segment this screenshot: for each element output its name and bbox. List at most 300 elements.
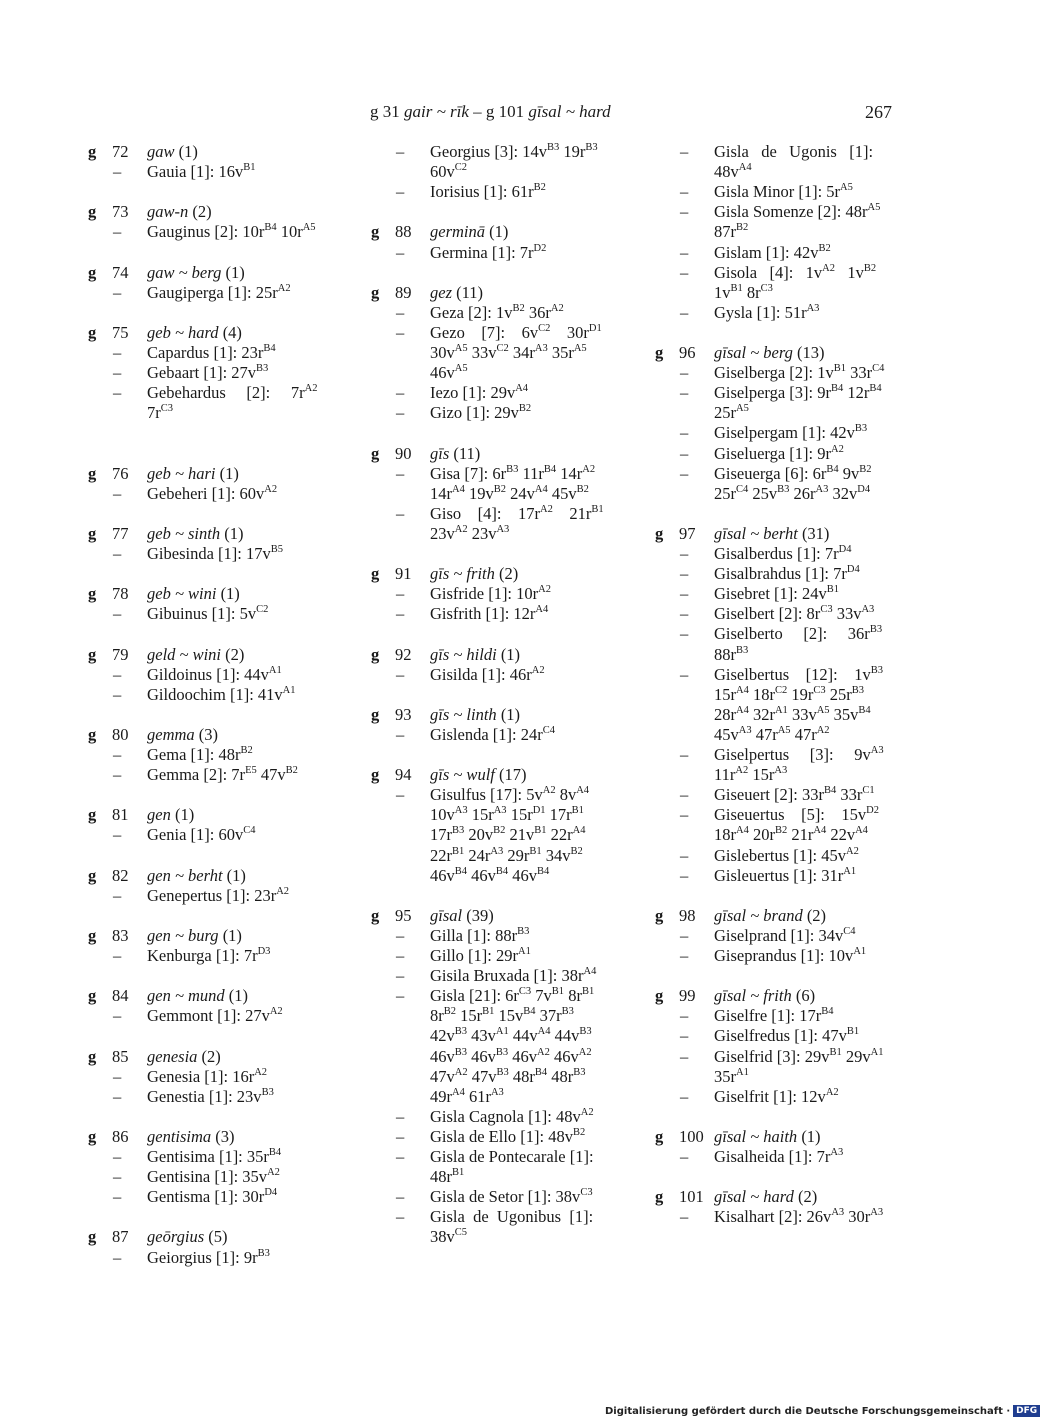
- headword-entry: [652, 524, 942, 544]
- form-entry: [652, 202, 942, 222]
- form-text: Gislam [1]: $42v^{B2}$: [714, 242, 831, 262]
- headword-text: [147, 725, 218, 745]
- headword-letter: g: [371, 222, 380, 242]
- entry-dash: –: [680, 1207, 689, 1227]
- headword-number: 79: [112, 644, 129, 664]
- headword-word: geb ~ wini: [147, 584, 217, 604]
- form-text: Gentisma [1]: $30r^{D4}$: [147, 1187, 278, 1207]
- headword-entry: [368, 645, 658, 665]
- headword-count: (3): [211, 1126, 235, 1146]
- entry-dash: –: [396, 142, 405, 161]
- entry-dash: –: [396, 302, 405, 322]
- continuation-text: $30v^{A5}$ $33v^{C2}$ $34r^{A3}$ $35r^{A5}$: [430, 343, 587, 362]
- headword-number: 99: [679, 986, 696, 1006]
- headword-word: genesia: [147, 1046, 198, 1066]
- form-text: Gebeheri [1]: $60v^{A2}$: [147, 483, 278, 503]
- headword-number: 77: [112, 523, 129, 543]
- form-text: Gisalberdus [1]: $7r^{D4}$: [714, 544, 852, 563]
- form-entry: [85, 1006, 375, 1026]
- headword-number: 84: [112, 986, 129, 1006]
- entry-dash: –: [113, 162, 122, 182]
- headword-text: [147, 1227, 228, 1247]
- headword-count: (1): [222, 865, 246, 885]
- headword-count: (1): [216, 584, 240, 604]
- headword-letter: g: [655, 905, 664, 925]
- headword-number: 93: [395, 704, 412, 724]
- form-entry: [368, 383, 658, 403]
- continuation-text: $35r^{A1}$: [714, 1066, 749, 1086]
- entry-dash: –: [680, 564, 689, 584]
- entry-dash: –: [396, 664, 405, 684]
- dfg-logo: DFG: [1013, 1405, 1040, 1417]
- form-text: Gentisima [1]: $35r^{B4}$: [147, 1147, 282, 1166]
- continuation-text: $60v^{C2}$: [430, 162, 468, 182]
- headword-word: gaw-n: [147, 202, 189, 222]
- headword-number: 72: [112, 142, 129, 161]
- form-entry: [652, 1006, 942, 1026]
- headword-number: 78: [112, 584, 129, 604]
- headword-word: gīsal: [430, 905, 463, 925]
- headword-number: 89: [395, 282, 412, 302]
- headword-count: (1): [174, 142, 198, 161]
- continuation-text: $7r^{C3}$: [147, 403, 174, 423]
- headword-entry: [368, 444, 658, 464]
- headword-letter: g: [88, 142, 97, 161]
- form-entry: [85, 222, 375, 242]
- form-entry: [652, 624, 942, 644]
- headword-count: (4): [218, 322, 242, 342]
- headword-text: [147, 1127, 235, 1147]
- continuation-text: $48v^{A4}$: [714, 162, 752, 182]
- headword-count: (13): [792, 343, 825, 362]
- form-continuation: [368, 1006, 658, 1026]
- form-text: Giselberga [2]: $1v^{B1}$ $33r^{C4}$: [714, 363, 885, 383]
- headword-text: [714, 343, 825, 363]
- headword-number: 73: [112, 202, 129, 222]
- headword-entry: [85, 866, 375, 886]
- form-text: Gema [1]: $48r^{B2}$: [147, 745, 253, 764]
- form-entry: [652, 805, 942, 825]
- headword-text: [714, 1127, 821, 1147]
- form-entry: [652, 363, 942, 383]
- headword-number: 94: [395, 765, 412, 785]
- form-text: Gislebertus [1]: $45v^{A2}$: [714, 845, 859, 865]
- form-text: Gizo [1]: $29v^{B2}$: [430, 403, 532, 423]
- form-entry: [368, 1147, 658, 1167]
- continuation-text: $1v^{B1}$ $8r^{C3}$: [714, 282, 773, 302]
- headword-count: (1): [218, 925, 242, 945]
- headword-entry: [85, 645, 375, 665]
- form-continuation: [368, 484, 658, 504]
- headword-entry: [85, 464, 375, 484]
- headword-number: 74: [112, 262, 129, 282]
- continuation-text: $25r^{A5}$: [714, 403, 749, 423]
- headword-text: [430, 906, 494, 926]
- form-text: Gisla de Ugonibus [1]:: [430, 1207, 594, 1227]
- entry-dash: –: [680, 745, 689, 764]
- form-text: Iorisius [1]: $61r^{B2}$: [430, 182, 546, 202]
- form-continuation: [368, 846, 658, 866]
- form-text: Gisa [7]: $6r^{B3}$ $11r^{B4}$ $14r^{A2}$: [430, 463, 596, 483]
- form-text: Gemma [2]: $7r^{E5}$ $47v^{B2}$: [147, 765, 298, 785]
- headword-entry: [652, 1127, 942, 1147]
- headword-entry: [85, 1127, 375, 1147]
- entry-dash: –: [680, 664, 689, 684]
- headword-text: [714, 524, 829, 544]
- continuation-text: $88r^{B3}$: [714, 644, 749, 664]
- headword-count: (2): [793, 1187, 818, 1207]
- headword-word: gez: [430, 282, 452, 302]
- form-entry: [652, 423, 942, 443]
- form-entry: [368, 403, 658, 423]
- continuation-text: $49r^{A4}$ $61r^{A3}$: [430, 1086, 504, 1106]
- form-continuation: [652, 162, 942, 182]
- running-title: [370, 102, 611, 122]
- form-entry: [85, 162, 375, 182]
- headword-entry: [85, 202, 375, 222]
- headword-count: (1): [215, 463, 239, 483]
- form-entry: [368, 504, 658, 524]
- form-text: Gisla Minor [1]: $5r^{A5}$: [714, 182, 853, 202]
- entry-dash: –: [396, 925, 405, 945]
- form-text: Giselperga [3]: $9r^{B4}$ $12r^{B4}$: [714, 383, 882, 403]
- headword-number: 75: [112, 322, 129, 342]
- headword-entry: [652, 986, 942, 1006]
- form-text: Gaugiperga [1]: $25r^{A2}$: [147, 282, 291, 302]
- headword-letter: g: [655, 986, 664, 1006]
- form-text: Giselberto [2]: $36r^{B3}$: [714, 624, 883, 644]
- headword-number: 90: [395, 443, 412, 463]
- headword-word: germinā: [430, 222, 485, 242]
- headword-entry: [85, 142, 375, 162]
- entry-dash: –: [113, 1006, 122, 1026]
- headword-number: 100: [679, 1126, 704, 1146]
- headword-count: (1): [170, 805, 195, 825]
- form-entry: [85, 1087, 375, 1107]
- headword-text: [430, 645, 520, 665]
- headword-letter: g: [655, 1187, 664, 1207]
- headword-text: [714, 906, 826, 926]
- headword-text: [430, 705, 520, 725]
- entry-dash: –: [680, 262, 689, 282]
- form-continuation: [368, 1087, 658, 1107]
- entry-dash: –: [113, 383, 122, 403]
- form-continuation: [368, 1227, 658, 1247]
- headword-word: geb ~ hard: [147, 322, 219, 342]
- headword-word: gīsal ~ brand: [714, 905, 803, 925]
- form-continuation: [652, 725, 942, 745]
- entry-dash: –: [396, 1147, 405, 1166]
- form-entry: [85, 283, 375, 303]
- headword-text: [147, 866, 246, 886]
- entry-dash: –: [113, 1187, 122, 1207]
- form-entry: [652, 745, 942, 765]
- form-continuation: [368, 1026, 658, 1046]
- entry-dash: –: [680, 1046, 689, 1066]
- headword-entry: [85, 584, 375, 604]
- form-entry: [85, 745, 375, 765]
- headword-letter: g: [371, 564, 380, 584]
- headword-number: 83: [112, 925, 129, 945]
- form-entry: [652, 243, 942, 263]
- entry-dash: –: [113, 544, 122, 563]
- form-entry: [85, 544, 375, 564]
- headword-entry: [85, 1047, 375, 1067]
- form-entry: [652, 142, 942, 162]
- headword-entry: [85, 926, 375, 946]
- headword-entry: [85, 725, 375, 745]
- form-text: Gisla de Pontecarale [1]:: [430, 1147, 594, 1166]
- headword-count: (1): [221, 262, 245, 282]
- form-text: Giseuert [2]: $33r^{B4}$ $33r^{C1}$: [714, 785, 875, 805]
- form-text: Gisleuertus [1]: $31r^{A1}$: [714, 865, 857, 885]
- entry-dash: –: [113, 664, 122, 684]
- entry-dash: –: [680, 946, 689, 965]
- form-entry: [368, 142, 658, 162]
- continuation-text: $22r^{B1}$ $24r^{A3}$ $29r^{B1}$ $34v^{B2}$: [430, 845, 583, 865]
- headword-word: gen ~ mund: [147, 986, 225, 1006]
- form-entry: [85, 685, 375, 705]
- headword-text: [147, 986, 248, 1006]
- entry-dash: –: [113, 1086, 122, 1106]
- form-entry: [652, 584, 942, 604]
- entry-dash: –: [396, 403, 405, 423]
- continuation-text: $8r^{B2}$ $15r^{B1}$ $15v^{B4}$ $37r^{B3}$: [430, 1006, 574, 1026]
- headword-entry: [368, 283, 658, 303]
- headword-letter: g: [371, 644, 380, 664]
- form-entry: [85, 1067, 375, 1087]
- headword-count: (1): [485, 222, 509, 242]
- form-entry: [368, 1187, 658, 1207]
- entry-dash: –: [396, 986, 405, 1006]
- headword-letter: g: [88, 262, 97, 282]
- entry-dash: –: [680, 785, 689, 805]
- continuation-text: $46v^{B3}$ $46v^{B3}$ $46v^{A2}$ $46v^{A2}$: [430, 1046, 592, 1066]
- continuation-text: $28r^{A4}$ $32r^{A1}$ $33v^{A5}$ $35v^{B4}$: [714, 704, 871, 724]
- form-continuation: [368, 805, 658, 825]
- headword-text: [147, 645, 244, 665]
- headword-word: gentisima: [147, 1126, 212, 1146]
- form-entry: [368, 926, 658, 946]
- form-text: Geiorgius [1]: $9r^{B3}$: [147, 1247, 270, 1267]
- form-entry: [652, 564, 942, 584]
- form-entry: [85, 886, 375, 906]
- form-entry: [85, 825, 375, 845]
- headword-count: (1): [797, 1126, 821, 1146]
- form-entry: [652, 1207, 942, 1227]
- form-entry: [85, 665, 375, 685]
- form-text: Gentisina [1]: $35v^{A2}$: [147, 1167, 280, 1187]
- form-continuation: [368, 363, 658, 383]
- headword-count: (2): [221, 644, 245, 664]
- headword-letter: g: [88, 724, 97, 744]
- headword-letter: g: [655, 523, 664, 543]
- form-text: Gibesinda [1]: $17v^{B5}$: [147, 544, 283, 563]
- headword-number: 91: [395, 564, 412, 584]
- headword-word: gemma: [147, 724, 195, 744]
- entry-dash: –: [113, 745, 122, 764]
- headword-text: [147, 202, 212, 222]
- headword-number: 92: [395, 644, 412, 664]
- headword-letter: g: [371, 282, 380, 302]
- form-continuation: [652, 705, 942, 725]
- entry-dash: –: [113, 946, 122, 965]
- headword-text: [430, 222, 508, 242]
- headword-count: (1): [220, 523, 244, 543]
- entry-dash: –: [396, 1207, 405, 1227]
- form-text: Gisulfus [17]: $5v^{A2}$ $8v^{A4}$: [430, 785, 590, 805]
- running-header: [370, 100, 900, 130]
- form-text: Gillo [1]: $29r^{A1}$: [430, 946, 531, 965]
- header-right-code: g 101: [485, 102, 525, 121]
- form-continuation: [652, 765, 942, 785]
- form-text: Iezo [1]: $29v^{A4}$: [430, 383, 529, 403]
- form-text: Gildoinus [1]: $44v^{A1}$: [147, 664, 282, 684]
- headword-number: 85: [112, 1046, 129, 1066]
- form-text: Giselbert [2]: $8r^{C3}$ $33v^{A3}$: [714, 604, 875, 624]
- form-entry: [652, 263, 942, 283]
- form-text: Genepertus [1]: $23r^{A2}$: [147, 885, 290, 905]
- headword-word: gen: [147, 805, 171, 825]
- headword-letter: g: [88, 322, 97, 342]
- form-text: Giselfrit [1]: $12v^{A2}$: [714, 1086, 839, 1106]
- entry-dash: –: [680, 202, 689, 222]
- form-entry: [652, 444, 942, 464]
- headword-letter: g: [88, 584, 97, 604]
- headword-letter: g: [88, 805, 97, 825]
- headword-word: gīs ~ frith: [430, 564, 495, 584]
- headword-text: [430, 444, 480, 464]
- headword-word: gaw: [147, 142, 175, 161]
- form-text: Genestia [1]: $23v^{B3}$: [147, 1086, 274, 1106]
- form-continuation: [652, 403, 942, 423]
- form-text: Gebaart [1]: $27v^{B3}$: [147, 363, 269, 383]
- entry-dash: –: [113, 1247, 122, 1267]
- form-text: Giseuertus [5]: $15v^{D2}$: [714, 805, 879, 825]
- continuation-text: $15r^{A4}$ $18r^{C2}$ $19r^{C3}$ $25r^{B3}$: [714, 684, 865, 704]
- form-text: Kenburga [1]: $7r^{D3}$: [147, 946, 271, 965]
- form-text: Giselfre [1]: $17r^{B4}$: [714, 1006, 834, 1026]
- headword-entry: [652, 906, 942, 926]
- form-entry: [368, 182, 658, 202]
- form-text: Gibuinus [1]: $5v^{C2}$: [147, 604, 269, 624]
- entry-dash: –: [113, 765, 122, 785]
- entry-dash: –: [680, 302, 689, 322]
- headword-word: gen ~ burg: [147, 925, 219, 945]
- headword-word: geb ~ hari: [147, 463, 216, 483]
- entry-dash: –: [396, 966, 405, 986]
- form-entry: [368, 243, 658, 263]
- headword-number: 95: [395, 905, 412, 925]
- headword-word: gen ~ berht: [147, 865, 223, 885]
- entry-dash: –: [113, 282, 122, 302]
- entry-dash: –: [680, 1006, 689, 1026]
- headword-count: (2): [197, 1046, 221, 1066]
- form-text: Gisfride [1]: $10r^{A2}$: [430, 584, 551, 604]
- headword-count: (5): [204, 1227, 228, 1247]
- form-text: Georgius [3]: $14v^{B3}$ $19r^{B3}$: [430, 142, 598, 161]
- entry-dash: –: [396, 604, 405, 624]
- headword-number: 82: [112, 865, 129, 885]
- continuation-text: $45v^{A3}$ $47r^{A5}$ $47r^{A2}$: [714, 724, 830, 744]
- form-entry: [652, 866, 942, 886]
- headword-entry: [368, 564, 658, 584]
- form-entry: [85, 604, 375, 624]
- form-entry: [652, 926, 942, 946]
- entry-dash: –: [396, 1106, 405, 1126]
- form-entry: [85, 363, 375, 383]
- header-left-code: g 31: [370, 102, 400, 121]
- headword-word: geōrgius: [147, 1227, 205, 1247]
- page-number: 267: [865, 102, 892, 122]
- headword-count: (1): [496, 704, 521, 724]
- headword-word: gīs ~ hildi: [430, 644, 497, 664]
- headword-word: gīs: [430, 443, 450, 463]
- headword-word: gīs ~ linth: [430, 704, 497, 724]
- entry-dash: –: [680, 624, 689, 644]
- entry-dash: –: [680, 383, 689, 403]
- entry-dash: –: [680, 242, 689, 262]
- form-entry: [652, 846, 942, 866]
- form-entry: [85, 1147, 375, 1167]
- header-right-word: gīsal ~ hard: [528, 102, 611, 121]
- form-entry: [652, 544, 942, 564]
- headword-text: [430, 283, 483, 303]
- form-text: Genia [1]: $60v^{C4}$: [147, 825, 256, 845]
- form-text: Giselprand [1]: $34v^{C4}$: [714, 925, 856, 945]
- form-text: Gisilda [1]: $46r^{A2}$: [430, 664, 545, 684]
- entry-dash: –: [396, 503, 405, 523]
- headword-word: geld ~ wini: [147, 644, 222, 664]
- continuation-text: $87r^{B2}$: [714, 222, 749, 242]
- headword-count: (2): [802, 905, 827, 925]
- continuation-text: $48r^{B1}$: [430, 1167, 465, 1187]
- headword-text: [147, 263, 245, 283]
- entry-dash: –: [680, 604, 689, 624]
- entry-dash: –: [680, 925, 689, 945]
- form-entry: [368, 464, 658, 484]
- form-entry: [368, 584, 658, 604]
- form-text: Germina [1]: $7r^{D2}$: [430, 242, 547, 262]
- headword-number: 81: [112, 805, 129, 825]
- form-text: Gisila Bruxada [1]: $38r^{A4}$: [430, 966, 597, 986]
- entry-dash: –: [396, 242, 405, 262]
- form-entry: [652, 785, 942, 805]
- entry-dash: –: [396, 182, 405, 202]
- headword-letter: g: [88, 1227, 97, 1247]
- form-text: Giseuerga [6]: $6r^{B4}$ $9v^{B2}$: [714, 463, 872, 483]
- entry-dash: –: [680, 463, 689, 483]
- headword-count: (39): [462, 905, 494, 925]
- form-text: Giselfrid [3]: $29v^{B1}$ $29v^{A1}$: [714, 1046, 884, 1066]
- form-entry: [652, 1087, 942, 1107]
- entry-dash: –: [396, 785, 405, 805]
- form-text: Gisla de Ello [1]: $48v^{B2}$: [430, 1126, 586, 1146]
- form-entry: [85, 765, 375, 785]
- headword-word: gīsal ~ berg: [714, 343, 793, 362]
- form-continuation: [652, 1067, 942, 1087]
- form-continuation: [368, 1047, 658, 1067]
- form-entry: [652, 604, 942, 624]
- form-continuation: [652, 645, 942, 665]
- form-text: Gebehardus [2]: $7r^{A2}$: [147, 383, 318, 403]
- headword-count: (1): [496, 644, 521, 664]
- entry-dash: –: [680, 1026, 689, 1046]
- entry-dash: –: [680, 443, 689, 463]
- continuation-text: $14r^{A4}$ $19v^{B2}$ $24v^{A4}$ $45v^{B2}$: [430, 483, 589, 503]
- form-text: Giselpergam [1]: $42v^{B3}$: [714, 423, 868, 443]
- headword-text: [147, 584, 240, 604]
